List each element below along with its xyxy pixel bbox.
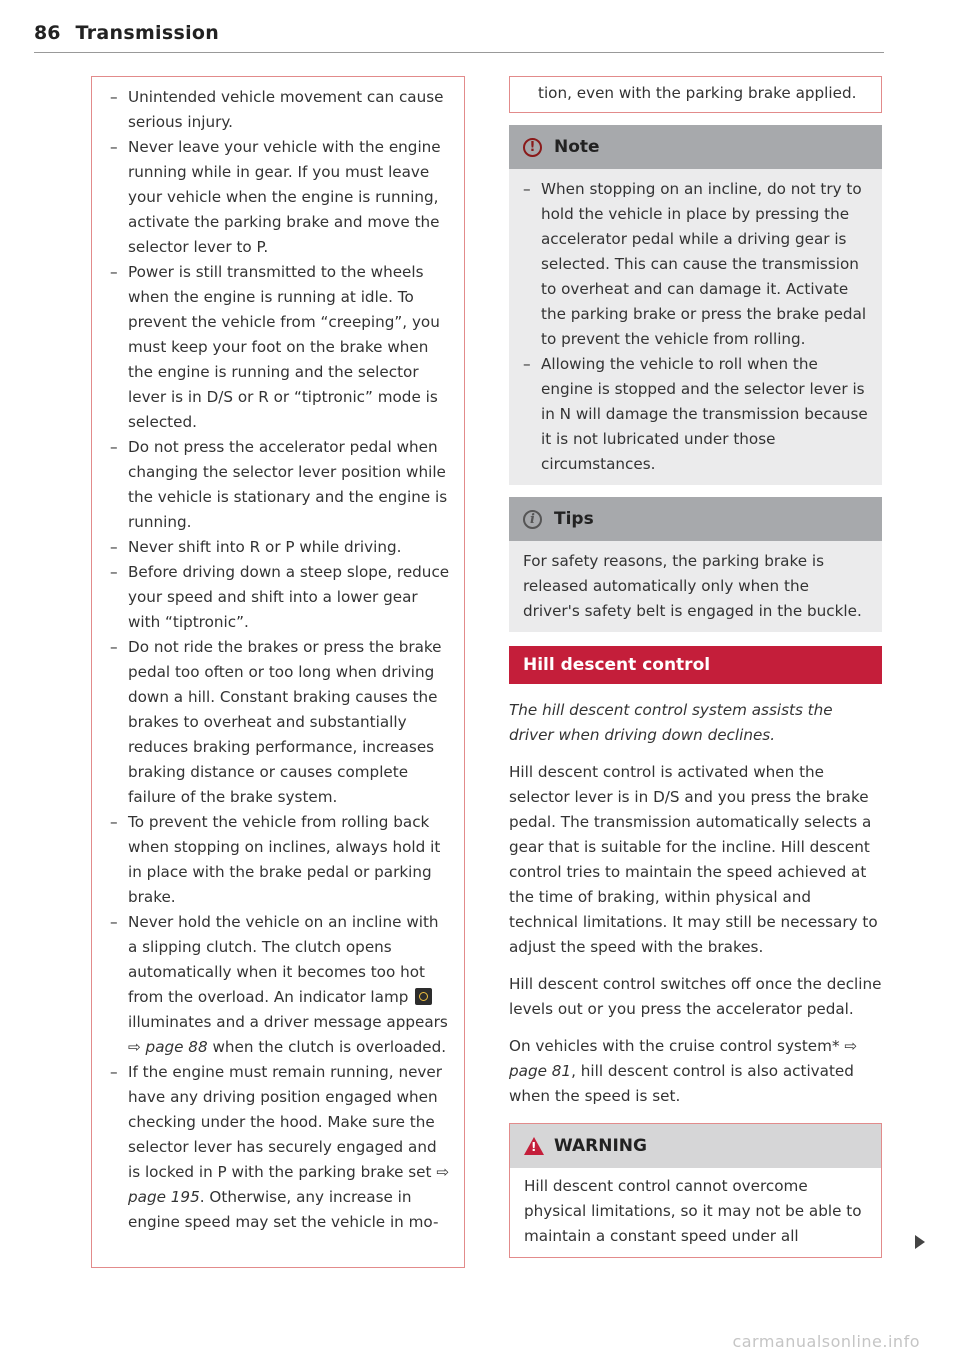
engine-text-2: . Otherwise, any increase in engine speed may set the vehicle in mo-: [128, 1188, 439, 1231]
list-item: – To prevent the vehicle from rolling back when stopping on inclines, always hold it in place with the brake pedal or parking brake.: [110, 810, 450, 910]
list-item: – Allowing the vehicle to roll when the engine is stopped and the selector lever is in N will damage the transmission because it is not lubricated under those circumstances.: [523, 352, 868, 477]
clutch-text: Never hold the vehicle on an incline with a slipping clutch. The clutch opens automatically when it becomes too hot from the overload. An indicator lamp: [128, 913, 439, 1006]
list-item: – Before driving down a steep slope, reduce your speed and shift into a lower gear with “tiptronic”.: [110, 560, 450, 635]
list-item: – Do not ride the brakes or press the brake pedal too often or too long when driving down a hill. Constant braking causes the brakes to overheat and substantially reduces braking performance, increases braking distance or causes complete failure of the brake system.: [110, 635, 450, 810]
page-number: 86: [34, 22, 61, 44]
warning-list: [110, 85, 450, 1235]
section-intro: The hill descent control system assists the driver when driving down declines.: [509, 701, 833, 744]
warning-continuation-end: tion, even with the parking brake applied.: [509, 76, 882, 113]
list-item-clutch: [110, 910, 450, 1060]
para-text: On vehicles with the cruise control system*: [509, 1037, 840, 1055]
warning-triangle-icon: [524, 1137, 544, 1155]
page-reference-link[interactable]: ⇨ page 195: [128, 1163, 450, 1206]
list-item: – Never leave your vehicle with the engine running while in gear. If you must leave your vehicle when the engine is running, activate the parking brake and move the selector lever to P.: [110, 135, 450, 260]
tips-header: [509, 497, 882, 541]
clutch-indicator-lamp-icon: [415, 988, 432, 1005]
info-icon: i: [523, 510, 542, 529]
left-column: [91, 76, 465, 1268]
clutch-text-2: illuminates and a driver message appears: [128, 1013, 448, 1031]
tips-label: Tips: [554, 509, 594, 529]
list-item: – Do not press the accelerator pedal when changing the selector lever position while the vehicle is stationary and the engine is running.: [110, 435, 450, 535]
right-column: [509, 76, 882, 1258]
page-reference-link[interactable]: ⇨ page 81: [509, 1037, 858, 1080]
paragraph: Hill descent control is activated when the selector lever is in D/S and you press the brake pedal. The transmission automatically selects a gear that is suitable for the incline. Hill descent control tries to maintain the speed achieved at the time of braking, within physical and technical limitations. It may still be necessary to adjust the speed with the brakes.: [509, 763, 878, 956]
list-item: – Unintended vehicle movement can cause serious injury.: [110, 85, 450, 135]
para-text-2: , hill descent control is also activated when the speed is set.: [509, 1062, 854, 1105]
list-item: – When stopping on an incline, do not try to hold the vehicle in place by pressing the accelerator pedal while a driving gear is selected. This can cause the transmission to overheat and can damage it. Activate the parking brake or press the brake pedal to prevent the vehicle from rolling.: [523, 177, 868, 352]
list-item: – Never shift into R or P while driving.: [110, 535, 450, 560]
header-divider: [34, 52, 884, 53]
section-heading-hill-descent: Hill descent control: [509, 646, 882, 684]
warning-box: [509, 1123, 882, 1258]
tips-body: For safety reasons, the parking brake is released automatically only when the driver's safety belt is engaged in the buckle.: [509, 541, 882, 632]
note-alert-icon: !: [523, 138, 542, 157]
note-body: [509, 169, 882, 485]
engine-text: If the engine must remain running, never have any driving position engaged when checking under the hood. Make sure the selector lever has securely engaged and is locked in P with the parking brake set: [128, 1063, 442, 1181]
list-item: – Power is still transmitted to the wheels when the engine is running at idle. To prevent the vehicle from “creeping”, you must keep your foot on the brake when the engine is running and the selector lever is in D/S or R or “tiptronic” mode is selected.: [110, 260, 450, 435]
paragraph: [509, 1034, 882, 1109]
warning-body: Hill descent control cannot overcome physical limitations, so it may not be able to maintain a constant speed under all: [524, 1177, 862, 1245]
note-label: Note: [554, 137, 600, 157]
warning-continuation-box: [91, 76, 465, 1268]
note-header: [509, 125, 882, 169]
warning-label: WARNING: [554, 1136, 647, 1156]
section-title: Transmission: [75, 22, 220, 44]
note-list: [523, 177, 868, 477]
clutch-text-3: when the clutch is overloaded.: [212, 1038, 447, 1056]
paragraph: Hill descent control switches off once the decline levels out or you press the accelerator pedal.: [509, 975, 882, 1018]
page-reference-link[interactable]: ⇨ page 88: [128, 1038, 208, 1056]
warning-header: [510, 1124, 881, 1168]
continue-arrow-icon: [915, 1235, 925, 1249]
watermark: carmanualsonline.info: [732, 1332, 920, 1351]
list-item-engine: [110, 1060, 450, 1235]
page-header: [34, 22, 884, 44]
